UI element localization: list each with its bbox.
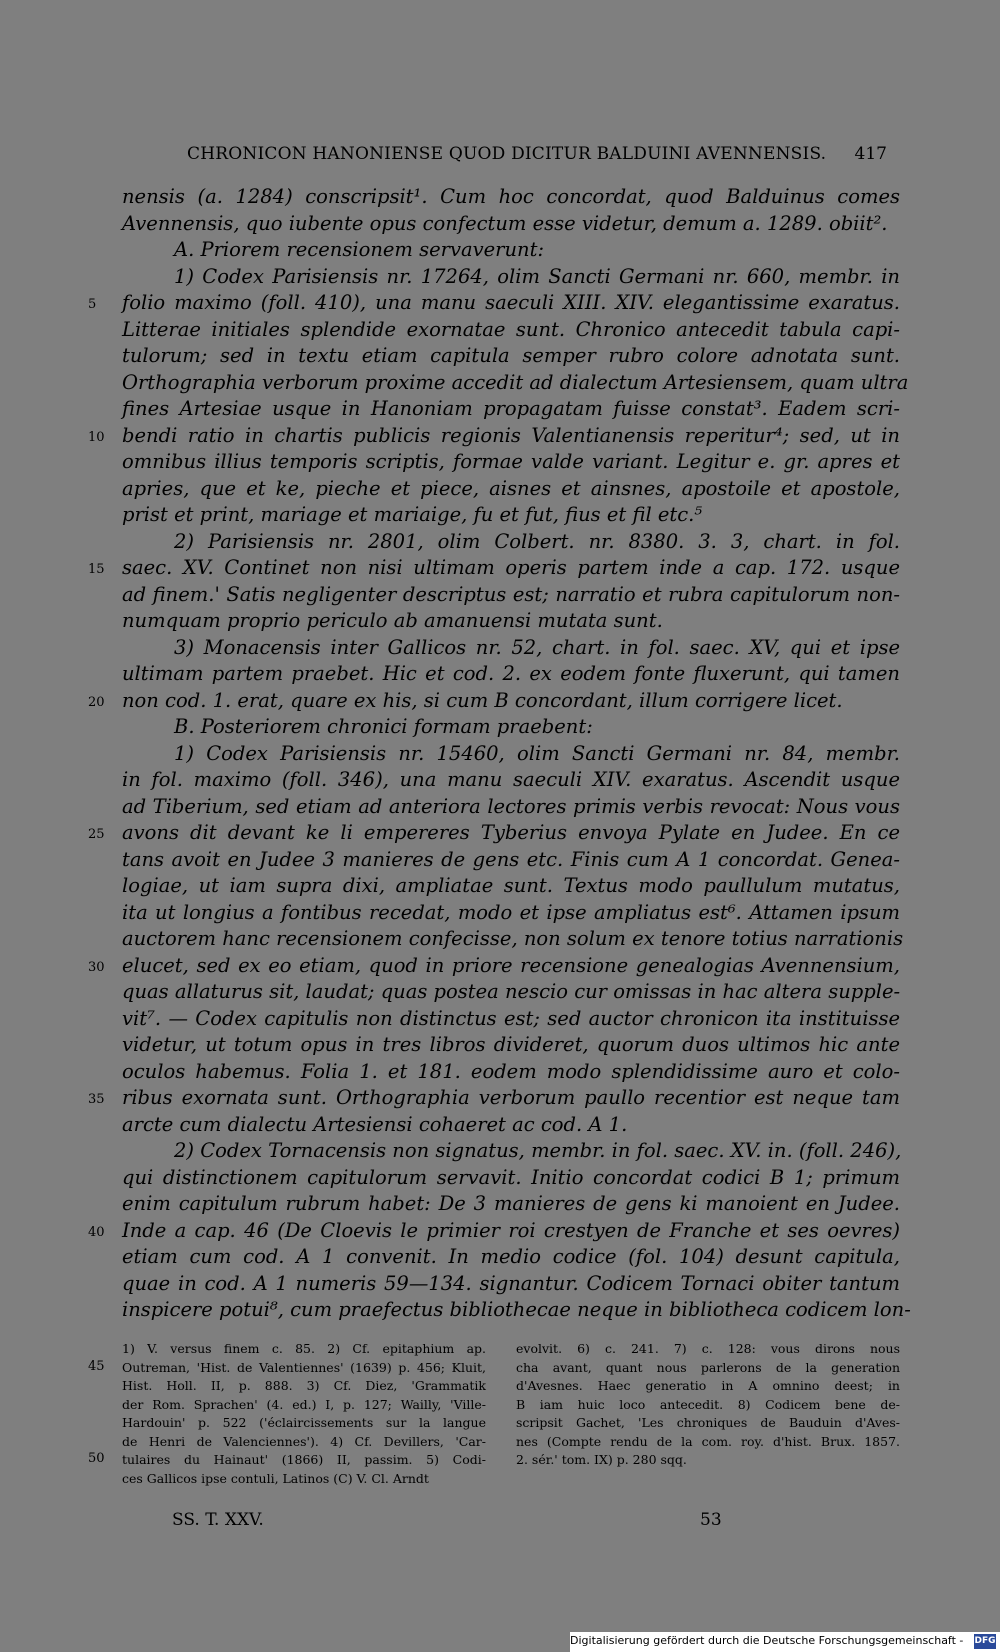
signature-mark: SS. T. XXV. (172, 1510, 264, 1530)
footnote-line (122, 1340, 486, 1359)
text-line (88, 900, 900, 927)
text-line (88, 582, 900, 609)
line-number: 20 (88, 694, 105, 710)
footnotes-column-left (122, 1340, 486, 1488)
text-line (88, 1297, 911, 1324)
line-text: fines Artesiae usque in Hanoniam propagatam fuisse constat³. Eadem scri- (122, 397, 900, 420)
footnote-line (122, 1396, 486, 1415)
text-line (88, 1138, 900, 1165)
page-number: 417 (854, 144, 887, 164)
line-text: avons dit devant ke li empereres Tyberius envoya Pylate en Judee. En ce (122, 821, 900, 844)
line-number: 5 (88, 297, 97, 312)
text-line (88, 1085, 900, 1112)
footnote-line (516, 1359, 900, 1378)
footnote-text: nes (Compte rendu de la com. roy. d'hist. Brux. 1857. (516, 1433, 900, 1449)
line-text: ribus exornata sunt. Orthographia verborum paullo recentior est neque tam (122, 1086, 900, 1109)
footnote-line (516, 1451, 900, 1470)
text-line (88, 820, 900, 847)
line-text: tans avoit en Judee 3 manieres de gens etc. Finis cum A 1 concordat. Genea- (122, 847, 900, 871)
line-text: 3) Monacensis inter Gallicos nr. 52, chart. in fol. saec. XV, qui et ipse (174, 635, 900, 659)
line-text: ad Tiberium, sed etiam ad anteriora lectores primis verbis revocat: Nous vous (122, 794, 900, 818)
text-line (88, 688, 900, 715)
text-line (88, 741, 900, 768)
text-line (88, 317, 900, 344)
text-line (88, 423, 900, 450)
line-text: in fol. maximo (foll. 346), una manu saeculi XIV. exaratus. Ascendit usque (122, 768, 900, 791)
line-text: nensis (a. 1284) conscripsit¹. Cum hoc concordat, quod Balduinus comes (122, 185, 900, 208)
line-text: apries, que et ke, pieche et piece, aisnes et ainsnes, apostoile et apostole, (122, 476, 900, 500)
footnote-text: Outreman, 'Hist. de Valentiennes' (1639) p. 456; Kluit, (122, 1359, 486, 1375)
footnote-text: scripsit Gachet, 'Les chroniques de Bauduin d'Aves- (516, 1415, 900, 1430)
text-line (88, 1271, 900, 1298)
text-line (88, 873, 900, 900)
line-text: qui distinctionem capitulorum servavit. Initio concordat codici B 1; primum (122, 1165, 900, 1189)
text-line (88, 1191, 900, 1218)
line-text: prist et print, mariage et mariaige, fu et fut, fius et fil etc.⁵ (122, 503, 703, 526)
main-text (88, 184, 911, 1324)
line-text: saec. XV. Continet non nisi ultimam operis partem inde a cap. 172. usque (122, 556, 900, 579)
line-number: 10 (88, 429, 105, 445)
digitization-footer (570, 1632, 1000, 1652)
line-text: omnibus illius temporis scriptis, formae valde variant. Legitur e. gr. apres et (122, 450, 900, 473)
line-text: vit⁷. — Codex capitulis non distinctus est; sed auctor chronicon ita instituisse (122, 1006, 900, 1030)
line-text: ita ut longius a fontibus recedat, modo et ipse ampliatus est⁶. Attamen ipsum (122, 900, 900, 924)
footnote-text: d'Avesnes. Haec generatio in A omnino deest; in (516, 1378, 900, 1393)
footnote-text: 2. sér.' tom. IX) p. 280 sqq. (516, 1452, 687, 1467)
footer-credit: Digitalisierung gefördert durch die Deutsche Forschungsgemeinschaft - (570, 1634, 964, 1647)
line-number: 30 (88, 959, 105, 975)
line-text: oculos habemus. Folia 1. et 181. eodem modo splendidissime auro et colo- (122, 1059, 900, 1083)
text-line (88, 264, 900, 291)
text-line (88, 476, 900, 503)
footnote-line (122, 1377, 486, 1396)
text-line (88, 661, 900, 688)
line-text: ultimam partem praebet. Hic et cod. 2. ex eodem fonte fluxerunt, qui tamen (122, 662, 900, 685)
text-line (88, 343, 900, 370)
line-text: non cod. 1. erat, quare ex his, si cum B concordant, illum corrigere licet. (122, 688, 843, 712)
text-line (88, 926, 904, 953)
line-text: B. Posteriorem chronici formam praebent: (174, 715, 593, 738)
dfg-logo: DFG (974, 1634, 996, 1649)
text-line (88, 1032, 900, 1059)
footnote-text: evolvit. 6) c. 241. 7) c. 128: vous dirons nous (516, 1341, 900, 1356)
line-text: ad finem.' Satis negligenter descriptus est; narratio et rubra capitulorum non- (122, 582, 900, 606)
footnote-text: Hardouin' p. 522 ('éclaircissements sur la langue (122, 1415, 486, 1430)
line-text: enim capitulum rubrum habet: De 3 manieres de gens ki manoient en Judee. (122, 1192, 900, 1215)
footnote-text: cha avant, quant nous parlerons de la generation (516, 1359, 900, 1375)
line-text: logiae, ut iam supra dixi, ampliatae sunt. Textus modo paullulum mutatus, (122, 874, 900, 897)
line-text: A. Priorem recensionem servaverunt: (174, 238, 545, 261)
running-title: CHRONICON HANONIENSE QUOD DICITUR BALDUINI AVENNENSIS. (187, 144, 827, 164)
line-number: 15 (88, 562, 105, 577)
text-line (88, 1218, 900, 1245)
footnote-text: de Henri de Valenciennes'). 4) Cf. Devillers, 'Car- (122, 1433, 486, 1449)
text-line (88, 1112, 900, 1139)
line-text: auctorem hanc recensionem confecisse, non solum ex tenore totius narrationis (122, 927, 904, 950)
text-line (88, 396, 900, 423)
text-line (88, 211, 900, 238)
footnote-line (122, 1433, 486, 1452)
running-header (187, 144, 887, 174)
text-line (88, 953, 900, 980)
line-text: etiam cum cod. A 1 convenit. In medio codice (fol. 104) desunt capitula, (122, 1245, 900, 1268)
line-text: arcte cum dialectu Artesiensi cohaeret ac cod. A 1. (122, 1112, 628, 1136)
text-line (88, 608, 900, 635)
footnote-text: Hist. Holl. II, p. 888. 3) Cf. Diez, 'Grammatik (122, 1378, 486, 1393)
text-line (88, 184, 900, 211)
line-text: Inde a cap. 46 (De Cloevis le primier roi crestyen de Franche et ses oevres) (122, 1218, 900, 1242)
footnote-text: tulaires du Hainaut' (1866) II, passim. 5) Codi- (122, 1452, 486, 1467)
line-text: Avennensis, quo iubente opus confectum esse videtur, demum a. 1289. obiit². (122, 211, 888, 235)
line-text: quae in cod. A 1 numeris 59—134. signantur. Codicem Tornaci obiter tantum (122, 1271, 900, 1295)
text-line (88, 1165, 900, 1192)
text-line (88, 449, 900, 476)
line-number: 35 (88, 1092, 105, 1107)
line-text: 2) Parisiensis nr. 2801, olim Colbert. nr. 8380. 3. 3, chart. in fol. (174, 529, 900, 553)
footnote-line (122, 1470, 486, 1489)
text-line (88, 502, 900, 529)
footnote-line (516, 1396, 900, 1415)
footnote-line (516, 1340, 900, 1359)
footnote-text: 1) V. versus finem c. 85. 2) Cf. epitaphium ap. (122, 1341, 486, 1356)
text-line (88, 555, 900, 582)
text-line (88, 714, 900, 741)
footnote-line (516, 1377, 900, 1396)
line-text: quas allaturus sit, laudat; quas postea nescio cur omissas in hac altera supple- (122, 980, 901, 1003)
text-line (88, 635, 900, 662)
text-line (88, 767, 900, 794)
text-line (88, 847, 900, 874)
line-text: bendi ratio in chartis publicis regionis Valentianensis reperitur⁴; sed, ut in (122, 423, 900, 447)
footnote-line (516, 1414, 900, 1433)
text-line (88, 237, 900, 264)
text-line (88, 794, 900, 821)
footnote-line (122, 1451, 486, 1470)
line-number: 40 (88, 1224, 105, 1240)
text-line (88, 370, 909, 397)
line-text: 1) Codex Parisiensis nr. 15460, olim Sancti Germani nr. 84, membr. (174, 741, 900, 765)
line-text: numquam proprio periculo ab amanuensi mutata sunt. (122, 609, 663, 632)
line-text: 2) Codex Tornacensis non signatus, membr. in fol. saec. XV. in. (foll. 246), (174, 1139, 902, 1162)
footnote-line (122, 1359, 486, 1378)
footnote-text: der Rom. Sprachen' (4. ed.) I, p. 127; Wailly, 'Ville- (122, 1396, 486, 1412)
line-text: Litterae initiales splendide exornatae sunt. Chronico antecedit tabula capi- (122, 317, 900, 341)
line-text: tulorum; sed in textu etiam capitula semper rubro colore adnotata sunt. (122, 344, 900, 367)
line-text: elucet, sed ex eo etiam, quod in priore recensione genealogias Avennensium, (122, 953, 900, 977)
line-number: 25 (88, 827, 105, 842)
line-text: Orthographia verborum proxime accedit ad dialectum Artesiensem, quam ultra (122, 370, 909, 394)
footnote-text: ces Gallicos ipse contuli, Latinos (C) V. Cl. Arndt (122, 1470, 429, 1486)
footnote-line (516, 1433, 900, 1452)
text-line (88, 1059, 900, 1086)
line-text: inspicere potui⁸, cum praefectus bibliothecae neque in bibliotheca codicem lon- (122, 1298, 911, 1321)
leaf-number: 53 (700, 1510, 722, 1530)
text-line (88, 529, 900, 556)
text-line (88, 1006, 900, 1033)
footnotes-column-right (516, 1340, 900, 1470)
footnote-line (122, 1414, 486, 1433)
line-text: folio maximo (foll. 410), una manu saeculi XIII. XIV. elegantissime exaratus. (122, 291, 900, 314)
line-text: 1) Codex Parisiensis nr. 17264, olim Sancti Germani nr. 660, membr. in (174, 264, 900, 288)
line-text: videtur, ut totum opus in tres libros divideret, quorum duos ultimos hic ante (122, 1033, 900, 1056)
footnote-line-number: 45 (88, 1358, 105, 1374)
text-line (88, 979, 900, 1006)
text-line (88, 290, 900, 317)
footnote-text: B iam huic loco antecedit. 8) Codicem bene de- (516, 1396, 900, 1412)
footnote-line-number: 50 (88, 1451, 105, 1466)
text-line (88, 1244, 900, 1271)
